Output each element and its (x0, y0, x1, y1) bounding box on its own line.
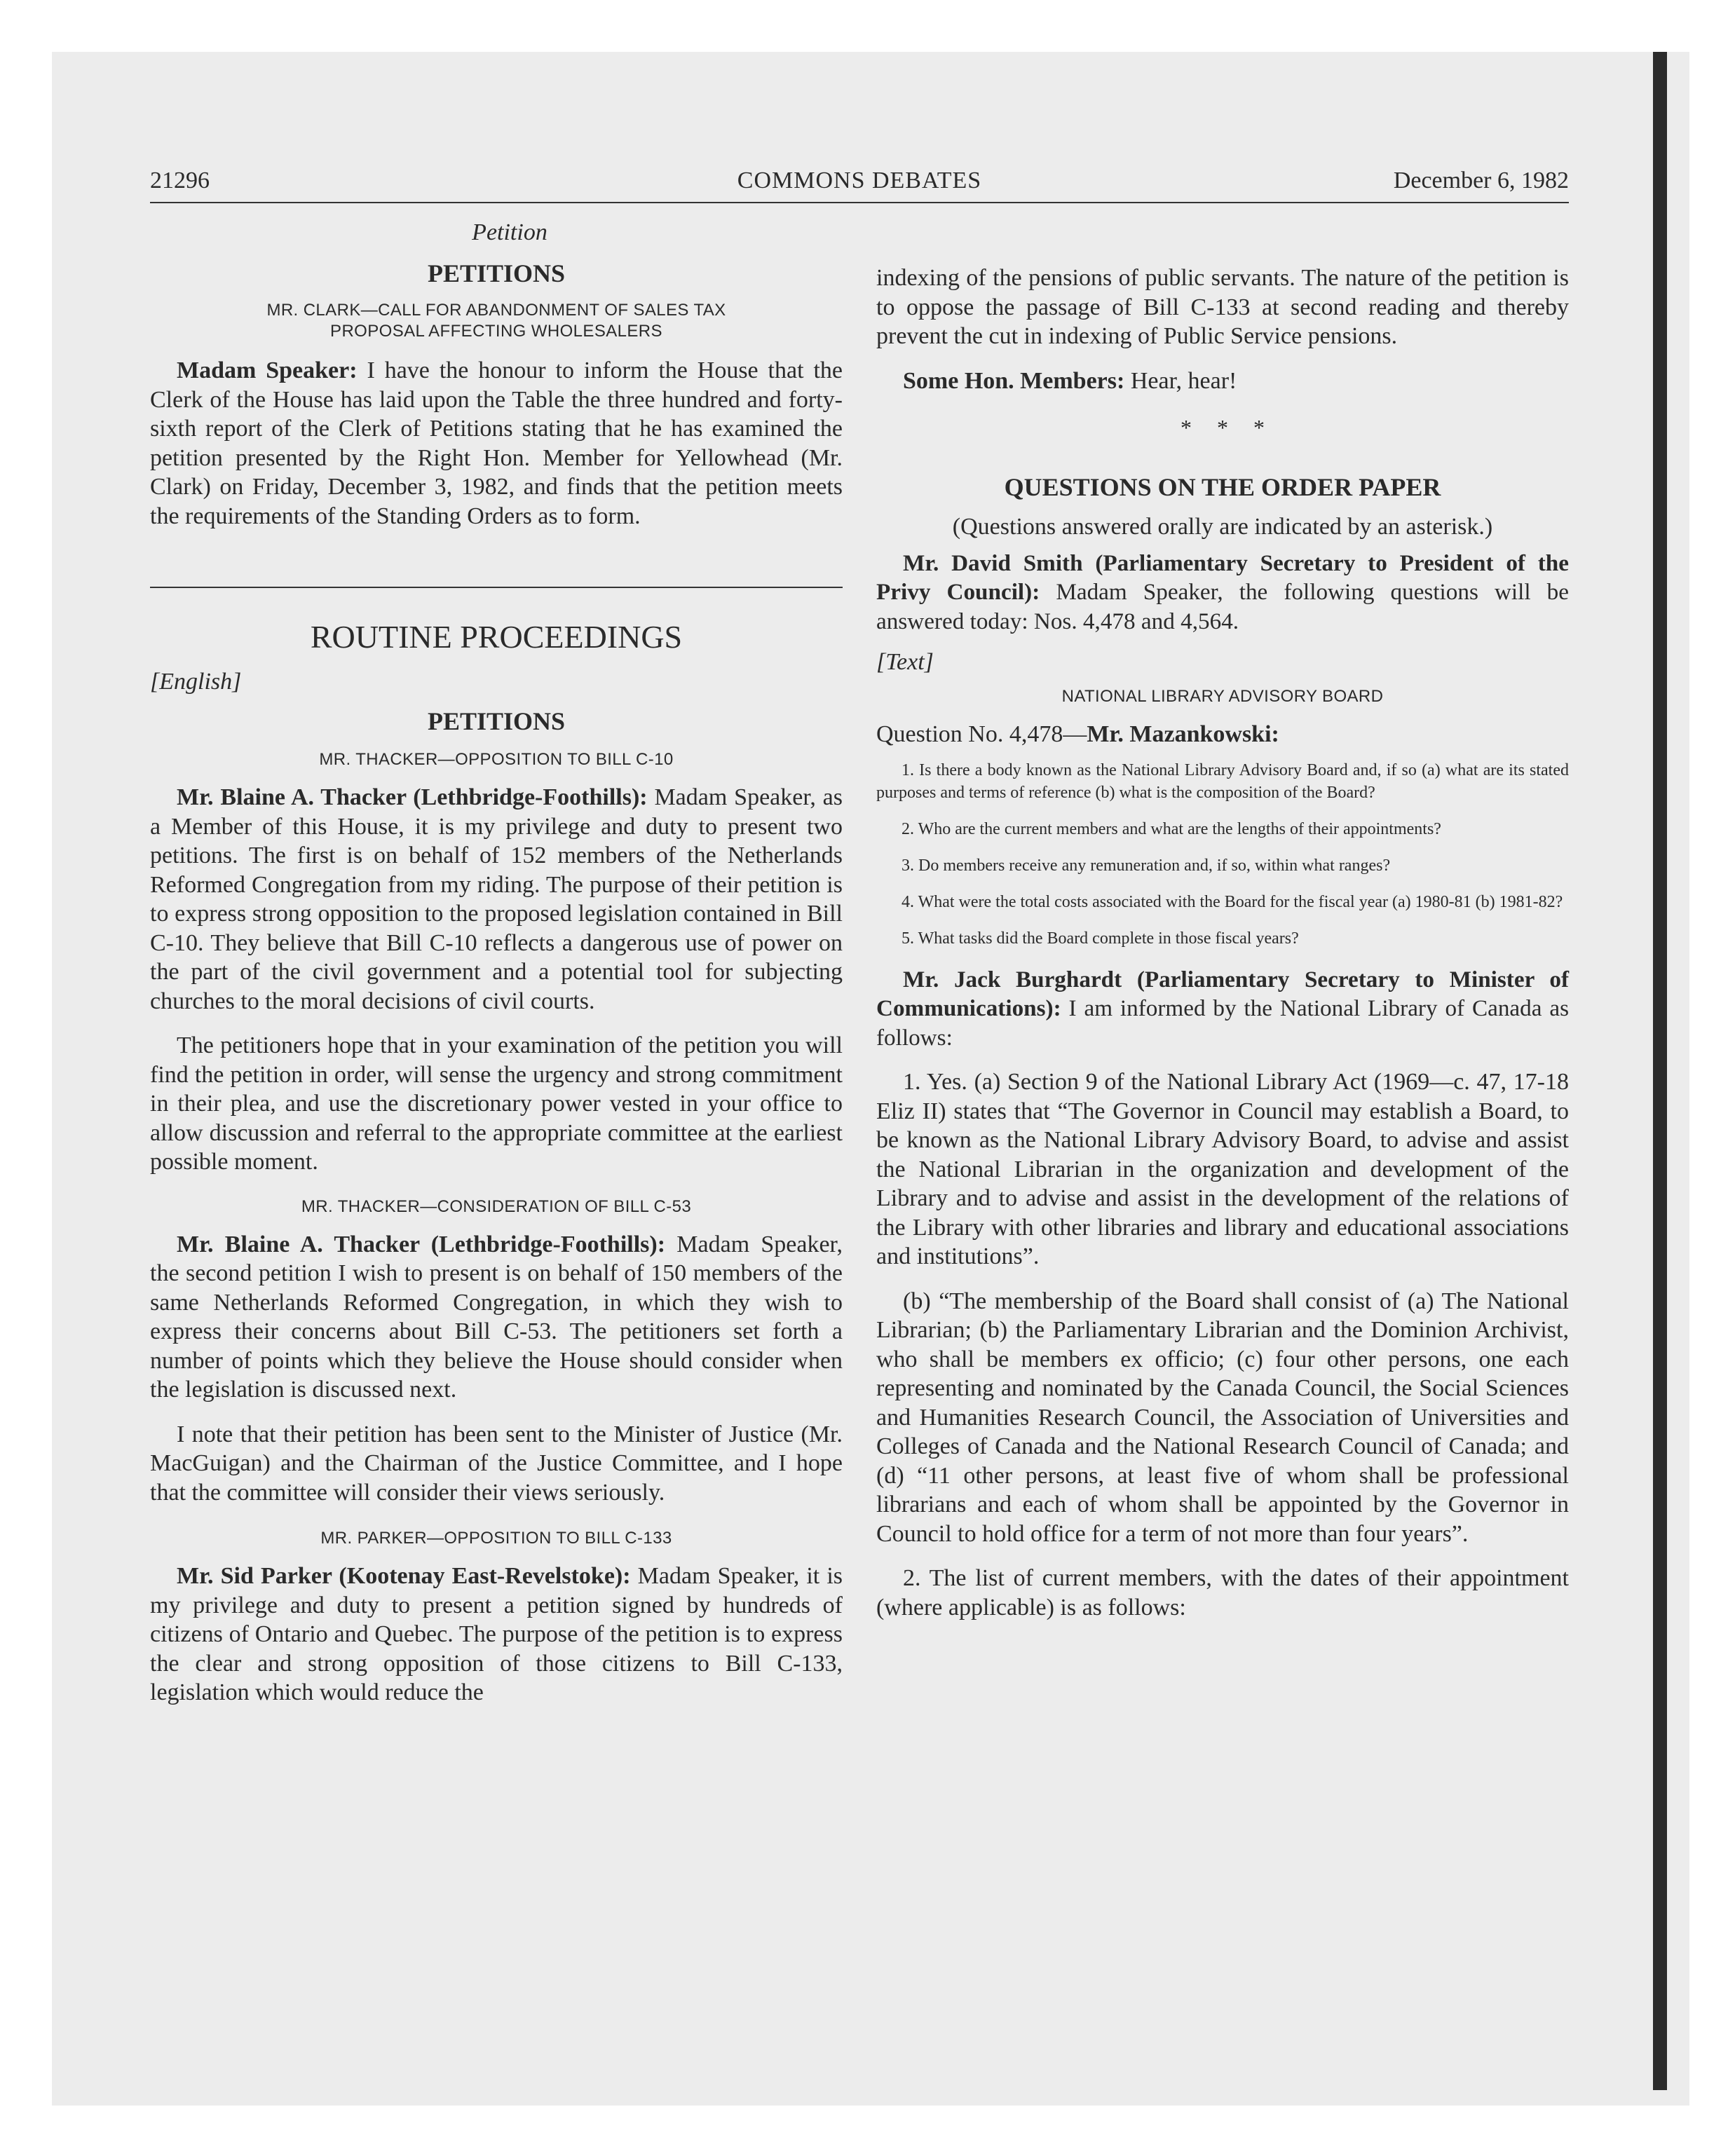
question-item-2: 2. Who are the current members and what are the lengths of their appointments? (901, 819, 1441, 838)
speaker-paragraph (150, 356, 843, 531)
page-header (150, 163, 1569, 198)
thacker-paragraph-1 (150, 783, 843, 1016)
answer-2: 2. The list of current members, with the dates of their appointment (where applicable) is as follows: (876, 1565, 1569, 1621)
text-note: [Text] (876, 649, 934, 675)
questions-heading: QUESTIONS ON THE ORDER PAPER (1004, 473, 1441, 501)
smith-paragraph (876, 549, 1569, 636)
thacker-paragraph-4: I note that their petition has been sent to the Minister of Justice (Mr. MacGuigan) and the Chairman of the Justice Committee, and I hope that the committee will consider their views seriously. (150, 1421, 843, 1506)
thacker-text-1: Madam Speaker, as a Member of this House, it is my privilege and duty to present two petitions. The first is on behalf of 152 members of the Netherlands Reformed Congregation from my riding. The purpose of their petition is to express strong opposition to the proposed legislation contained in Bill C-10. They believe that Bill C-10 reflects a dangerous use of power on the part of the civil government and a potential tool for subjecting churches to the moral decisions of civil courts. (150, 784, 843, 1014)
members-text: Hear, hear! (1130, 367, 1237, 394)
question-line (876, 720, 1569, 749)
page-date: December 6, 1982 (1393, 168, 1569, 193)
subheading-clark-line1: MR. CLARK—CALL FOR ABANDONMENT OF SALES TAX (266, 301, 726, 320)
language-note: [English] (150, 669, 242, 695)
petitions-heading: PETITIONS (427, 259, 566, 287)
speaker-name: Madam Speaker: (177, 357, 358, 383)
members-name: Some Hon. Members: (903, 367, 1125, 394)
section-stars: * * * (1181, 415, 1265, 440)
header-rule (150, 202, 1569, 203)
smith-text: Madam Speaker, the following questions will be answered today: Nos. 4,478 and 4,564. (876, 579, 1569, 634)
question-asker: Mr. Mazankowski: (1087, 721, 1279, 747)
question-item-5: 5. What tasks did the Board complete in those fiscal years? (901, 929, 1299, 948)
subheading-thacker-c53: MR. THACKER—CONSIDERATION OF BILL C-53 (301, 1196, 692, 1216)
question-number: Question No. 4,478— (876, 721, 1087, 747)
question-item-3: 3. Do members receive any remuneration and, if so, within what ranges? (901, 856, 1391, 875)
left-column (150, 217, 843, 1707)
smith-name: Mr. David Smith (Parliamentary Secretary to President of the Privy Council): (876, 550, 1569, 605)
subheading-nlab: NATIONAL LIBRARY ADVISORY BOARD (1061, 687, 1384, 706)
burghardt-text: I am informed by the National Library of Canada as follows: (876, 995, 1570, 1051)
answer-1: 1. Yes. (a) Section 9 of the National Library Act (1969—c. 47, 17-18 Eliz II) states that “The Governor in Council may establish a Board, to be known as the National Library Advisory Board, to advise and assist the National Librarian in the organization and development of the Library and to advise and assist in the development of the relations of the Library with other libraries and library and educational associations and institutions”. (876, 1069, 1569, 1269)
subheading-parker-c133: MR. PARKER—OPPOSITION TO BILL C-133 (320, 1529, 672, 1548)
thacker-name-2: Mr. Blaine A. Thacker (Lethbridge-Foothills): (177, 1231, 666, 1257)
thacker-paragraph-2: The petitioners hope that in your examination of the petition you will find the petition in order, will sense the urgency and strong commitment in their plea, and use the discretionary power vested in your office to allow discussion and referral to the appropriate committee at the earliest possible moment. (150, 1032, 843, 1175)
parker-continuation: indexing of the pensions of public servants. The nature of the petition is to oppose the passage of Bill C-133 at second reading and thereby prevent the cut in indexing of Public Service pensions. (876, 265, 1569, 349)
answer-1b: (b) “The membership of the Board shall consist of (a) The National Librarian; (b) the Parliamentary Librarian and the Dominion Archivist, who shall be members ex officio; (c) four other persons, one each representing and nominated by the Canada Council, the Social Sciences and Humanities Research Council, the Association of Universities and Colleges of Canada and the National Research Council of Canada; and (d) “11 other persons, at least five of whom shall be professional librarians and each of whom shall be appointed by the Governor in Council to hold office for a term of not more than four years”. (876, 1288, 1569, 1547)
thacker-text-2: Madam Speaker, the second petition I wish to present is on behalf of 150 members of the same Netherlands Reformed Congregation, in which they wish to express their concerns about Bill C-53. The petitioners set forth a number of points which they believe the House should consider when the legislation is discussed next. (150, 1231, 843, 1403)
subheading-thacker-c10: MR. THACKER—OPPOSITION TO BILL C-10 (319, 750, 674, 769)
question-item-1: 1. Is there a body known as the National Library Advisory Board and, if so (a) what are its stated purposes and terms of reference (b) what is the composition of the Board? (876, 760, 1569, 802)
parker-paragraph (150, 1562, 843, 1707)
questions-note: (Questions answered orally are indicated by an asterisk.) (952, 514, 1493, 540)
thacker-paragraph-3 (150, 1230, 843, 1405)
burghardt-name: Mr. Jack Burghardt (Parliamentary Secretary to Minister of Communications): (876, 966, 1569, 1021)
parker-text: Madam Speaker, it is my privilege and duty to present a petition signed by hundreds of citizens of Ontario and Quebec. The purpose of the petition is to express the clear and strong opposition of those citizens to Bill C-133, legislation which would reduce the (150, 1563, 843, 1705)
right-column (876, 264, 1569, 1622)
section-rule (150, 587, 843, 588)
running-head: Petition (472, 219, 547, 245)
petitions-heading-2: PETITIONS (427, 707, 566, 735)
speaker-text: I have the honour to inform the House that the Clerk of the House has laid upon the Table the three hundred and forty-sixth report of the Clerk of Petitions stating that he has examined the petition presented by the Right Hon. Member for Yellowhead (Mr. Clark) on Friday, December 3, 1982, and finds that the petition meets the requirements of the Standing Orders as to form. (150, 357, 843, 529)
parker-name: Mr. Sid Parker (Kootenay East-Revelstoke): (177, 1563, 631, 1589)
subheading-clark-line2: PROPOSAL AFFECTING WHOLESALERS (330, 322, 662, 341)
burghardt-paragraph (876, 965, 1569, 1053)
thacker-name-1: Mr. Blaine A. Thacker (Lethbridge-Foothills): (177, 784, 648, 810)
question-item-4: 4. What were the total costs associated with the Board for the fiscal year (a) 1980-81 (b) 1981-82? (901, 892, 1563, 911)
page-number: 21296 (150, 168, 210, 193)
routine-proceedings-heading: ROUTINE PROCEEDINGS (310, 619, 683, 655)
publication-title: COMMONS DEBATES (737, 168, 982, 193)
members-paragraph (876, 367, 1569, 396)
scan-edge-shadow (1653, 52, 1667, 2090)
